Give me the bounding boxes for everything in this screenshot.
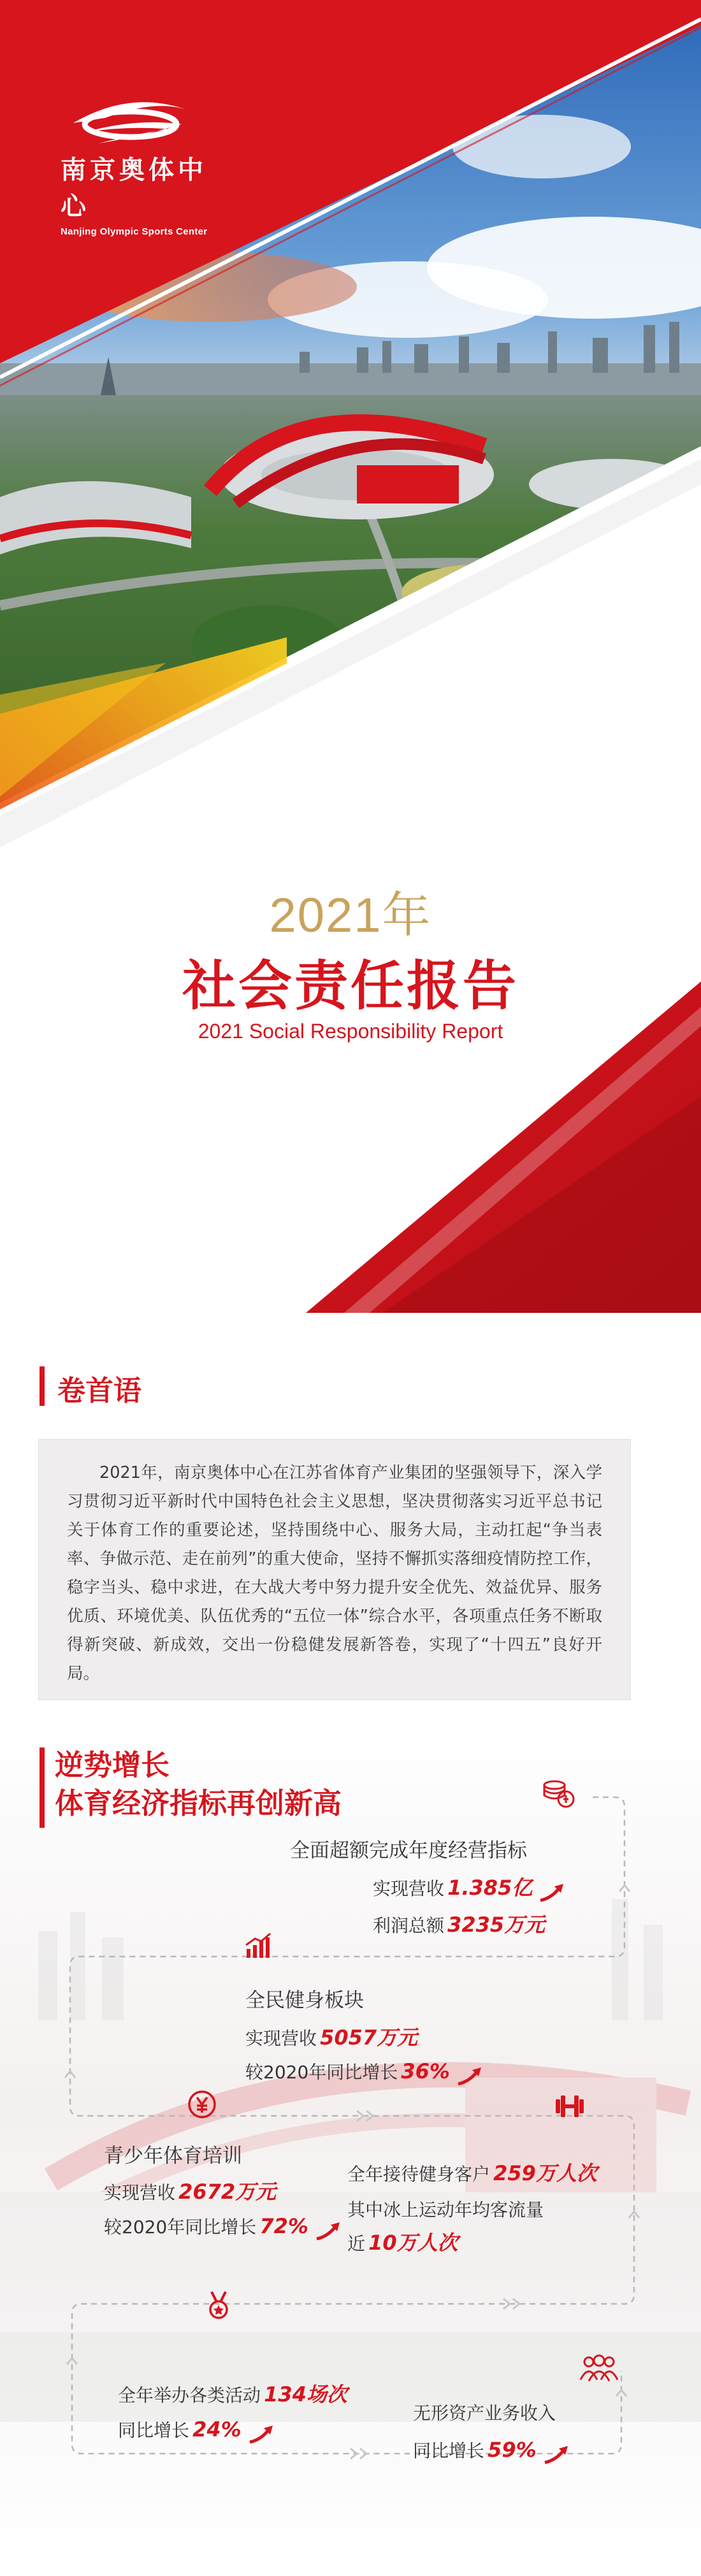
growth-title-line1: 逆势增长: [55, 1748, 170, 1782]
block1-heading: 全面超额完成年度经营指标: [290, 1839, 527, 1862]
block2-growth-value: 36%: [401, 2059, 450, 2083]
block1-profit-label: 利润总额: [373, 1915, 445, 1936]
block3-growth: [104, 2213, 341, 2240]
medal-icon: [204, 2289, 233, 2321]
report-subtitle-en: 2021 Social Responsibility Report: [198, 1020, 503, 1043]
block5-events-value: 134场次: [264, 2382, 347, 2406]
logo-text-cn: 南京奥体中心: [61, 155, 207, 221]
block6-income-label: 无形资产业务收入: [413, 2403, 556, 2424]
block1-profit: [373, 1909, 545, 1938]
foreword-box: [38, 1439, 631, 1700]
dumbbell-icon: [553, 2088, 586, 2121]
arrow-up-icon: [539, 1883, 565, 1902]
block1-profit-value: 3235万元: [447, 1913, 546, 1937]
block2-revenue-label: 实现营收: [245, 2028, 317, 2049]
stadium-logo-icon: [61, 92, 201, 150]
block3-heading: 青少年体育培训: [104, 2145, 242, 2167]
block6-growth-label: 同比增长: [413, 2440, 485, 2461]
growth-title-line2: 体育经济指标再创新高: [55, 1786, 342, 1820]
block4-customers: [347, 2157, 597, 2187]
bar-chart-icon: [243, 1931, 273, 1960]
foreword-body: 2021年，南京奥体中心在江苏省体育产业集团的坚强领导下，深入学习贯彻习近平新时代中国特色社会主义思想，坚决贯彻落实习近平总书记关于体育工作的重要论述，坚持围绕中心、服务大局，主动扛起“争当表率、争做示范、走在前列”的重大使命，坚持不懈抓实落细疫情防控工作，稳字当头、稳中求进，在大战大考中努力提升安全优先、效益优异、服务优质、环境优美、队伍优秀的“五位一体”综合水平，各项重点任务不断取得新突破、新成效，交出一份稳健发展新答卷，实现了“十四五”良好开局。: [67, 1463, 602, 1683]
block1-revenue: [373, 1872, 565, 1902]
block3-growth-value: 72%: [259, 2214, 308, 2238]
block4-customers-label: 全年接待健身客户: [347, 2164, 491, 2185]
block4-ice-value: 10万人次: [368, 2231, 458, 2255]
arrow-up-icon: [249, 2424, 274, 2443]
block1-revenue-label: 实现营收: [373, 1878, 445, 1899]
arrow-up-icon: [315, 2221, 341, 2240]
block2-revenue-value: 5057万元: [320, 2025, 418, 2050]
block2-revenue: [245, 2022, 417, 2051]
block4-ice-label: 其中冰上运动年均客流量: [347, 2199, 544, 2220]
people-icon: [579, 2354, 619, 2384]
block2-growth-label: 较2020年同比增长: [245, 2062, 398, 2083]
block3-revenue: [104, 2176, 276, 2205]
foreword-accent-bar: [40, 1366, 45, 1406]
block4-customers-value: 259万人次: [493, 2161, 597, 2185]
block3-revenue-label: 实现营收: [104, 2182, 176, 2203]
block6-growth: [413, 2437, 569, 2464]
block5-events-label: 全年举办各类活动: [118, 2385, 261, 2406]
report-year: 2021年: [269, 888, 432, 943]
block2-heading: 全民健身板块: [245, 1989, 364, 2012]
block2-growth: [245, 2059, 482, 2085]
block5-growth-label: 同比增长: [118, 2420, 190, 2441]
yuan-coin-icon: [186, 2088, 218, 2120]
block5-events: [118, 2378, 347, 2408]
block1-revenue-value: 1.385亿: [447, 1876, 533, 1900]
coin-stack-icon: [540, 1776, 576, 1812]
block5-growth: [118, 2417, 274, 2443]
block4-ice-prefix: 近: [347, 2233, 366, 2254]
block4-ice: [347, 2227, 458, 2256]
foreword-heading: 卷首语: [57, 1375, 141, 1407]
block3-revenue-value: 2672万元: [178, 2180, 277, 2204]
report-title: 社会责任报告: [182, 955, 519, 1017]
block5-growth-value: 24%: [192, 2417, 242, 2442]
logo: [61, 92, 226, 237]
block3-growth-label: 较2020年同比增长: [104, 2217, 257, 2238]
arrow-up-icon: [544, 2445, 569, 2464]
arrow-up-icon: [457, 2066, 482, 2085]
logo-text-en: Nanjing Olympic Sports Center: [61, 226, 208, 237]
block6-growth-value: 59%: [488, 2438, 537, 2462]
